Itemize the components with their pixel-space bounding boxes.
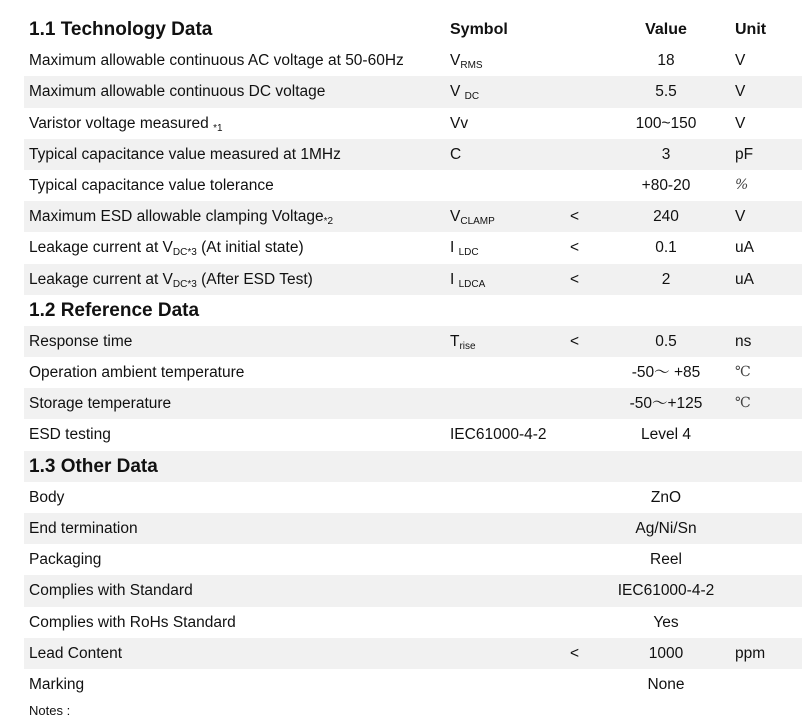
table-row bbox=[24, 513, 802, 544]
value: ZnO bbox=[650, 488, 682, 506]
table-row bbox=[24, 201, 802, 232]
param-label: Maximum allowable continuous AC voltage at 50-60Hz bbox=[29, 52, 404, 70]
spec-table bbox=[24, 14, 802, 700]
value: 0.5 bbox=[655, 332, 677, 350]
unit: V bbox=[735, 208, 746, 226]
table-row bbox=[24, 232, 802, 263]
unit-header: Unit bbox=[735, 21, 767, 38]
param-label: Maximum ESD allowable clamping Voltage$_{*2}$ bbox=[29, 208, 334, 228]
table-row bbox=[24, 669, 802, 700]
symbol: V $_{DC}$ bbox=[450, 83, 480, 103]
value: Reel bbox=[650, 551, 682, 569]
section-title: 1.2 Reference Data bbox=[29, 299, 200, 321]
value: -50～ +85 bbox=[631, 364, 701, 382]
operator: < bbox=[570, 270, 580, 288]
param-label: Body bbox=[29, 488, 65, 506]
table-row bbox=[24, 544, 802, 575]
table-row bbox=[24, 388, 802, 419]
unit: V bbox=[735, 52, 746, 70]
value: 3 bbox=[661, 145, 671, 163]
notes-label: Notes : bbox=[29, 703, 71, 718]
param-label: End termination bbox=[29, 520, 138, 537]
param-label: Packaging bbox=[29, 551, 102, 569]
symbol: I $_{LDC}$ bbox=[450, 239, 479, 259]
unit: ℃ bbox=[735, 395, 751, 412]
value: 1000 bbox=[648, 644, 684, 662]
symbol: Vv bbox=[450, 114, 469, 132]
value: 100~150 bbox=[635, 114, 697, 132]
section-header-other bbox=[24, 451, 802, 482]
symbol: $V_{RMS}$ bbox=[450, 52, 483, 72]
param-label: Leakage current at $V_{DC*3}$ (At initial state) bbox=[29, 239, 304, 259]
operator: < bbox=[570, 332, 580, 350]
value: +80-20 bbox=[641, 176, 691, 194]
param-label: Complies with RoHs Standard bbox=[29, 613, 236, 631]
unit: ns bbox=[735, 332, 752, 350]
param-label: Complies with Standard bbox=[29, 582, 193, 600]
table-row bbox=[24, 326, 802, 357]
unit: uA bbox=[735, 270, 754, 288]
table-row bbox=[24, 357, 802, 388]
param-label: Leakage current at $V_{DC*3}$ (After ESD Test) bbox=[29, 270, 313, 290]
param-label: Typical capacitance value measured at 1MHz bbox=[29, 145, 341, 163]
operator: < bbox=[570, 644, 580, 662]
param-label: Marking bbox=[29, 675, 85, 693]
section-title: 1.3 Other Data bbox=[29, 455, 158, 477]
operator: < bbox=[570, 208, 580, 226]
value: -50～+125 bbox=[629, 395, 703, 413]
table-row bbox=[24, 482, 802, 513]
unit: uA bbox=[735, 239, 754, 257]
param-label: Lead Content bbox=[29, 644, 123, 662]
value: 0.1 bbox=[655, 239, 677, 257]
table-row bbox=[24, 264, 802, 295]
table-row bbox=[24, 607, 802, 638]
operator: < bbox=[570, 239, 580, 257]
symbol: C bbox=[450, 145, 462, 163]
unit: pF bbox=[735, 145, 754, 163]
unit: V bbox=[735, 83, 746, 101]
unit: ppm bbox=[735, 644, 766, 662]
value: 18 bbox=[657, 52, 675, 70]
table-row bbox=[24, 76, 802, 107]
value: None bbox=[647, 675, 685, 693]
unit: ℃ bbox=[735, 364, 751, 381]
value-header: Value bbox=[645, 21, 687, 38]
unit: V bbox=[735, 114, 746, 132]
table-row bbox=[24, 575, 802, 606]
table-row bbox=[24, 419, 802, 450]
table-row bbox=[24, 638, 802, 669]
table-row bbox=[24, 108, 802, 139]
symbol: IEC61000-4-2 bbox=[450, 426, 547, 444]
symbol: $T_{rise}$ bbox=[450, 332, 476, 352]
param-label: Operation ambient temperature bbox=[29, 364, 245, 382]
value: 240 bbox=[653, 208, 679, 226]
unit: % bbox=[735, 176, 749, 193]
table-row bbox=[24, 170, 802, 201]
value: 5.5 bbox=[655, 83, 677, 101]
section-header-technology bbox=[24, 14, 802, 45]
param-label: Response time bbox=[29, 332, 133, 350]
value: Yes bbox=[653, 613, 679, 631]
param-label: Varistor voltage measured $_{*1}$ bbox=[29, 114, 223, 134]
param-label: Storage temperature bbox=[29, 395, 172, 413]
section-title: 1.1 Technology Data bbox=[29, 19, 213, 40]
value: IEC61000-4-2 bbox=[617, 582, 715, 600]
value: Ag/Ni/Sn bbox=[635, 520, 697, 537]
param-label: Maximum allowable continuous DC voltage bbox=[29, 83, 326, 101]
symbol: I $_{LDCA}$ bbox=[450, 270, 486, 290]
table-row bbox=[24, 139, 802, 170]
symbol: $V_{CLAMP}$ bbox=[450, 208, 495, 228]
section-header-reference bbox=[24, 295, 802, 326]
param-label: Typical capacitance value tolerance bbox=[29, 176, 274, 194]
param-label: ESD testing bbox=[29, 426, 111, 444]
value: 2 bbox=[661, 270, 671, 288]
value: Level 4 bbox=[641, 426, 691, 444]
table-row bbox=[24, 45, 802, 76]
symbol-header: Symbol bbox=[450, 21, 508, 38]
